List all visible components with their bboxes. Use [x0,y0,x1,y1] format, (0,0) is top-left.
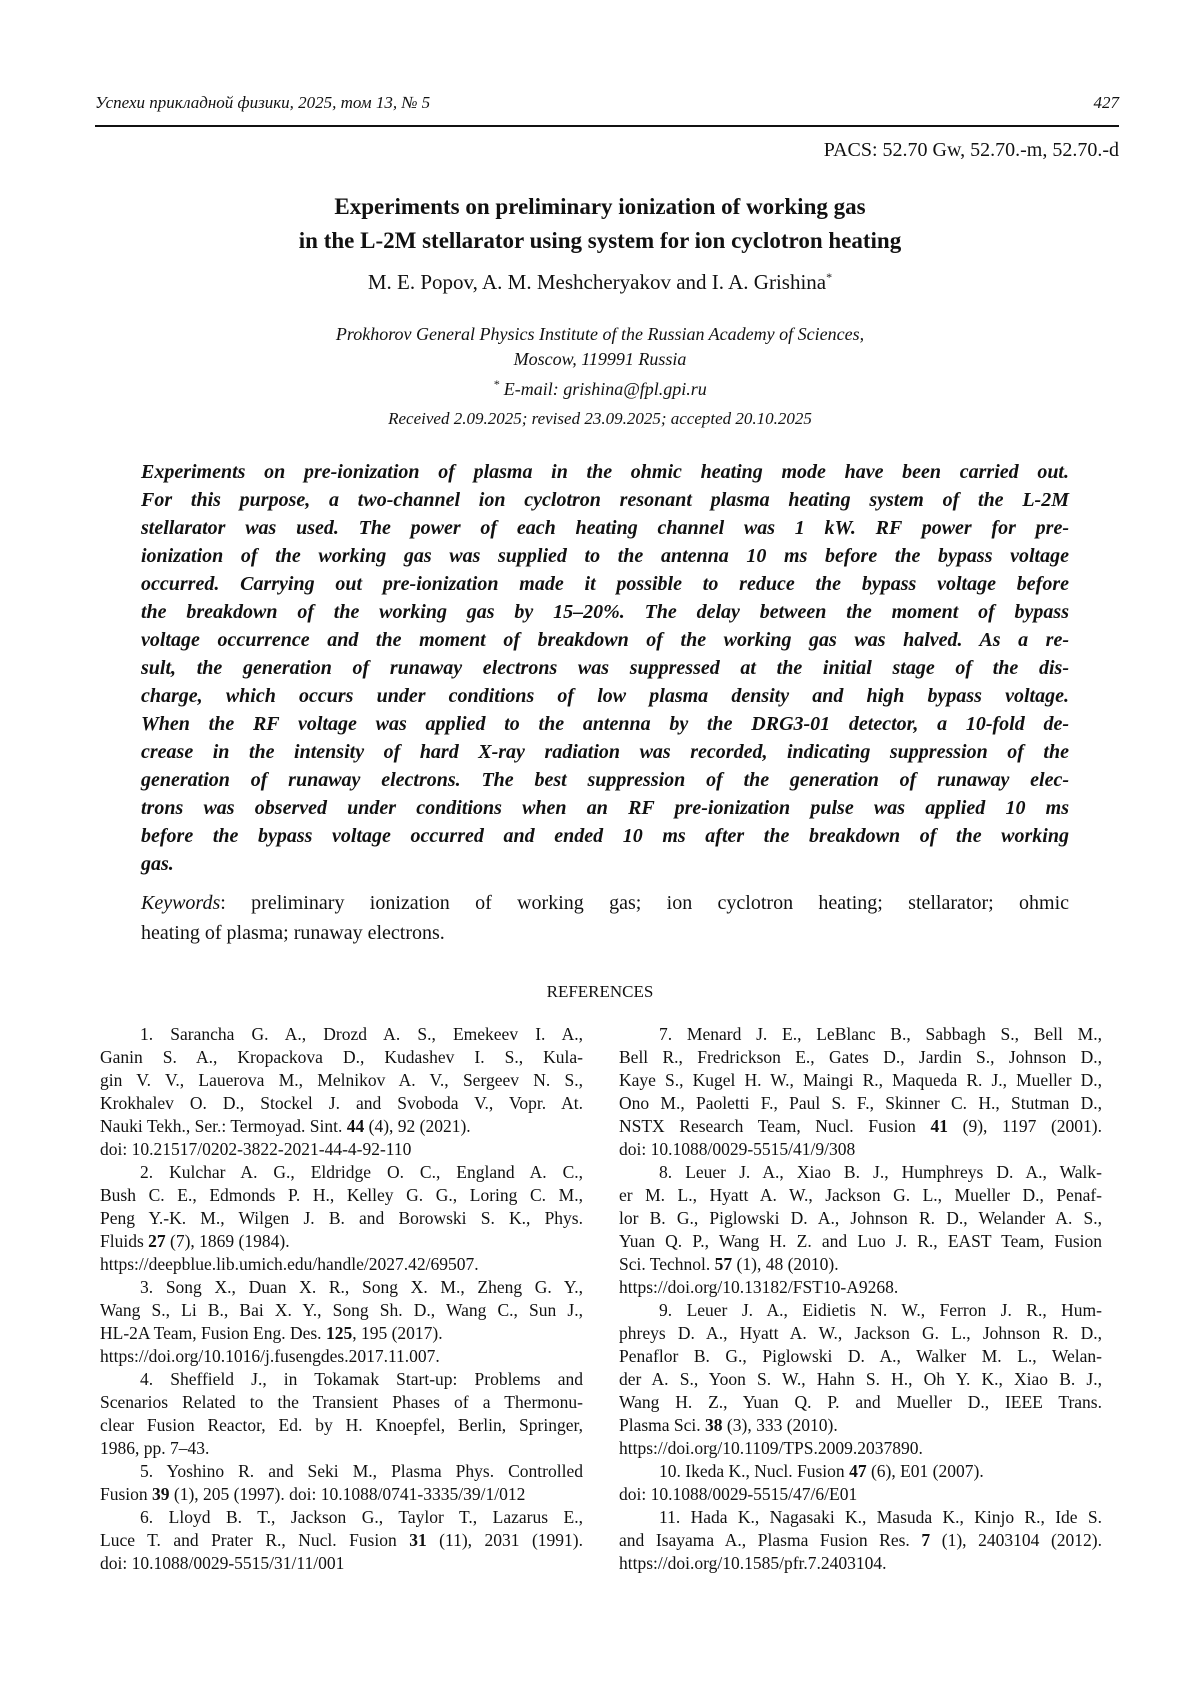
abstract-line: generation of runaway electrons. The best suppression of the generation of runaway elec- [141,766,1069,794]
article-title [0,190,1200,258]
keywords-text: : preliminary ionization of working gas; ion cyclotron heating; stellarator; ohmic [220,892,1069,914]
reference-line: phreys D. A., Hyatt A. W., Jackson G. L., Johnson R. D., [619,1322,1102,1345]
author-footnote-mark: * [826,270,832,284]
email-address: E-mail: grishina@fpl.gpi.ru [504,379,707,399]
abstract-line: For this purpose, a two-channel ion cyclotron resonant plasma heating system of the L-2M [141,486,1069,514]
reference-item [100,1276,583,1368]
title-line: in the L-2M stellarator using system for ion cyclotron heating [0,224,1200,258]
reference-line: 6. Lloyd B. T., Jackson G., Taylor T., Lazarus E., [100,1506,583,1529]
abstract-line: charge, which occurs under conditions of low plasma density and high bypass voltage. [141,682,1069,710]
reference-volume: 47 [849,1461,867,1481]
reference-volume: 7 [921,1530,930,1550]
reference-item [100,1460,583,1506]
reference-item [619,1161,1102,1299]
reference-volume: 31 [409,1530,427,1550]
reference-item [100,1161,583,1276]
reference-line: der A. S., Yoon S. W., Hahn S. H., Oh Y. K., Xiao B. J., [619,1368,1102,1391]
reference-volume: 38 [705,1415,723,1435]
reference-line: Wang S., Li B., Bai X. Y., Song Sh. D., Wang C., Sun J., [100,1299,583,1322]
running-header-journal: Успехи прикладной физики, 2025, том 13, № 5 [95,93,430,113]
reference-line: https://doi.org/10.1585/pfr.7.2403104. [619,1552,1102,1575]
reference-line: doi: 10.1088/0029-5515/41/9/308 [619,1138,1102,1161]
reference-volume: 44 [347,1116,365,1136]
reference-line: Sci. Technol. 57 (1), 48 (2010). [619,1253,1102,1276]
abstract-line: crease in the intensity of hard X-ray radiation was recorded, indicating suppression of the [141,738,1069,766]
reference-volume: 57 [715,1254,733,1274]
affiliation [0,322,1200,402]
reference-line: clear Fusion Reactor, Ed. by H. Knoepfel, Berlin, Springer, [100,1414,583,1437]
keywords [141,888,1069,948]
references-column-left [100,1023,583,1575]
reference-line: 2. Kulchar A. G., Eldridge O. C., England A. C., [100,1161,583,1184]
reference-line: lor B. G., Piglowski D. A., Johnson R. D., Welander A. S., [619,1207,1102,1230]
references-heading: REFERENCES [0,982,1200,1002]
reference-line: Ganin S. A., Kropackova D., Kudashev I. S., Kula- [100,1046,583,1069]
reference-line: Ono M., Paoletti F., Paul S. F., Skinner C. H., Stutman D., [619,1092,1102,1115]
author-names: M. E. Popov, A. M. Meshcheryakov and I. A. Grishina [368,270,826,294]
reference-line: https://deepblue.lib.umich.edu/handle/2027.42/69507. [100,1253,583,1276]
abstract-line: Experiments on pre-ionization of plasma in the ohmic heating mode have been carried out. [141,458,1069,486]
reference-line: 1986, pp. 7–43. [100,1437,583,1460]
affiliation-institute: Prokhorov General Physics Institute of the Russian Academy of Sciences, [0,322,1200,347]
abstract-line: voltage occurrence and the moment of breakdown of the working gas was halved. As a re- [141,626,1069,654]
reference-item [619,1299,1102,1460]
reference-line: Luce T. and Prater R., Nucl. Fusion 31 (11), 2031 (1991). [100,1529,583,1552]
authors [0,270,1200,295]
affiliation-email-line [0,372,1200,402]
abstract-line: occurred. Carrying out pre-ionization made it possible to reduce the bypass voltage before [141,570,1069,598]
abstract-line: the breakdown of the working gas by 15–20%. The delay between the moment of bypass [141,598,1069,626]
abstract-line: trons was observed under conditions when an RF pre-ionization pulse was applied 10 ms [141,794,1069,822]
reference-line: er M. L., Hyatt A. W., Jackson G. L., Mueller D., Penaf- [619,1184,1102,1207]
reference-line: Fluids 27 (7), 1869 (1984). [100,1230,583,1253]
reference-line: 1. Sarancha G. A., Drozd A. S., Emekeev I. A., [100,1023,583,1046]
page-number: 427 [1094,93,1120,113]
reference-item [619,1023,1102,1161]
abstract-line: before the bypass voltage occurred and ended 10 ms after the breakdown of the working [141,822,1069,850]
abstract-line: gas. [141,850,1069,878]
keywords-line [141,888,1069,918]
reference-line: gin V. V., Lauerova M., Melnikov A. V., Sergeev N. S., [100,1069,583,1092]
reference-line: https://doi.org/10.1109/TPS.2009.2037890. [619,1437,1102,1460]
reference-volume: 39 [152,1484,170,1504]
reference-line: Bell R., Fredrickson E., Gates D., Jardin S., Johnson D., [619,1046,1102,1069]
reference-line: 7. Menard J. E., LeBlanc B., Sabbagh S., Bell M., [619,1023,1102,1046]
reference-line: Nauki Tekh., Ser.: Termoyad. Sint. 44 (4), 92 (2021). [100,1115,583,1138]
affiliation-city: Moscow, 119991 Russia [0,347,1200,372]
received-dates: Received 2.09.2025; revised 23.09.2025; accepted 20.10.2025 [0,409,1200,429]
abstract-line: sult, the generation of runaway electrons was suppressed at the initial stage of the dis- [141,654,1069,682]
reference-line: Yuan Q. P., Wang H. Z. and Luo J. R., EAST Team, Fusion [619,1230,1102,1253]
header-divider [95,125,1119,127]
reference-item [619,1506,1102,1575]
reference-line: Wang H. Z., Yuan Q. P. and Mueller D., IEEE Trans. [619,1391,1102,1414]
reference-line: Plasma Sci. 38 (3), 333 (2010). [619,1414,1102,1437]
reference-line: Peng Y.-K. M., Wilgen J. B. and Borowski S. K., Phys. [100,1207,583,1230]
reference-line: Scenarios Related to the Transient Phases of a Thermonu- [100,1391,583,1414]
reference-line: 8. Leuer J. A., Xiao B. J., Humphreys D. A., Walk- [619,1161,1102,1184]
abstract-line: stellarator was used. The power of each heating channel was 1 kW. RF power for pre- [141,514,1069,542]
abstract-line: ionization of the working gas was supplied to the antenna 10 ms before the bypass voltage [141,542,1069,570]
email-footnote-mark: * [493,377,499,391]
reference-item [100,1023,583,1161]
reference-line: https://doi.org/10.13182/FST10-A9268. [619,1276,1102,1299]
references-column-right [619,1023,1102,1575]
reference-line: 9. Leuer J. A., Eidietis N. W., Ferron J. R., Hum- [619,1299,1102,1322]
reference-item [100,1368,583,1460]
keywords-label: Keywords [141,892,220,914]
reference-volume: 27 [148,1231,166,1251]
reference-line: doi: 10.21517/0202-3822-2021-44-4-92-110 [100,1138,583,1161]
abstract [141,458,1069,878]
reference-line: Krokhalev O. D., Stockel J. and Svoboda V., Vopr. At. [100,1092,583,1115]
reference-line: Bush C. E., Edmonds P. H., Kelley G. G., Loring C. M., [100,1184,583,1207]
reference-line: 5. Yoshino R. and Seki M., Plasma Phys. Controlled [100,1460,583,1483]
reference-item [100,1506,583,1575]
reference-line: Penaflor B. G., Piglowski D. A., Walker M. L., Welan- [619,1345,1102,1368]
pacs-codes: PACS: 52.70 Gw, 52.70.-m, 52.70.-d [824,139,1119,162]
reference-volume: 125 [326,1323,352,1343]
reference-volume: 41 [931,1116,949,1136]
title-line: Experiments on preliminary ionization of working gas [0,190,1200,224]
reference-line: doi: 10.1088/0029-5515/31/11/001 [100,1552,583,1575]
reference-line: HL-2A Team, Fusion Eng. Des. 125, 195 (2017). [100,1322,583,1345]
reference-line: doi: 10.1088/0029-5515/47/6/E01 [619,1483,1102,1506]
reference-line: 11. Hada K., Nagasaki K., Masuda K., Kinjo R., Ide S. [619,1506,1102,1529]
reference-line: Fusion 39 (1), 205 (1997). doi: 10.1088/0741-3335/39/1/012 [100,1483,583,1506]
reference-item [619,1460,1102,1506]
reference-line: 3. Song X., Duan X. R., Song X. M., Zheng G. Y., [100,1276,583,1299]
reference-line: and Isayama A., Plasma Fusion Res. 7 (1), 2403104 (2012). [619,1529,1102,1552]
keywords-line: heating of plasma; runaway electrons. [141,918,1069,948]
reference-line: NSTX Research Team, Nucl. Fusion 41 (9), 1197 (2001). [619,1115,1102,1138]
reference-line: https://doi.org/10.1016/j.fusengdes.2017.11.007. [100,1345,583,1368]
reference-line: 10. Ikeda K., Nucl. Fusion 47 (6), E01 (2007). [619,1460,1102,1483]
reference-line: Kaye S., Kugel H. W., Maingi R., Maqueda R. J., Mueller D., [619,1069,1102,1092]
reference-line: 4. Sheffield J., in Tokamak Start-up: Problems and [100,1368,583,1391]
abstract-line: When the RF voltage was applied to the antenna by the DRG3-01 detector, a 10-fold de- [141,710,1069,738]
